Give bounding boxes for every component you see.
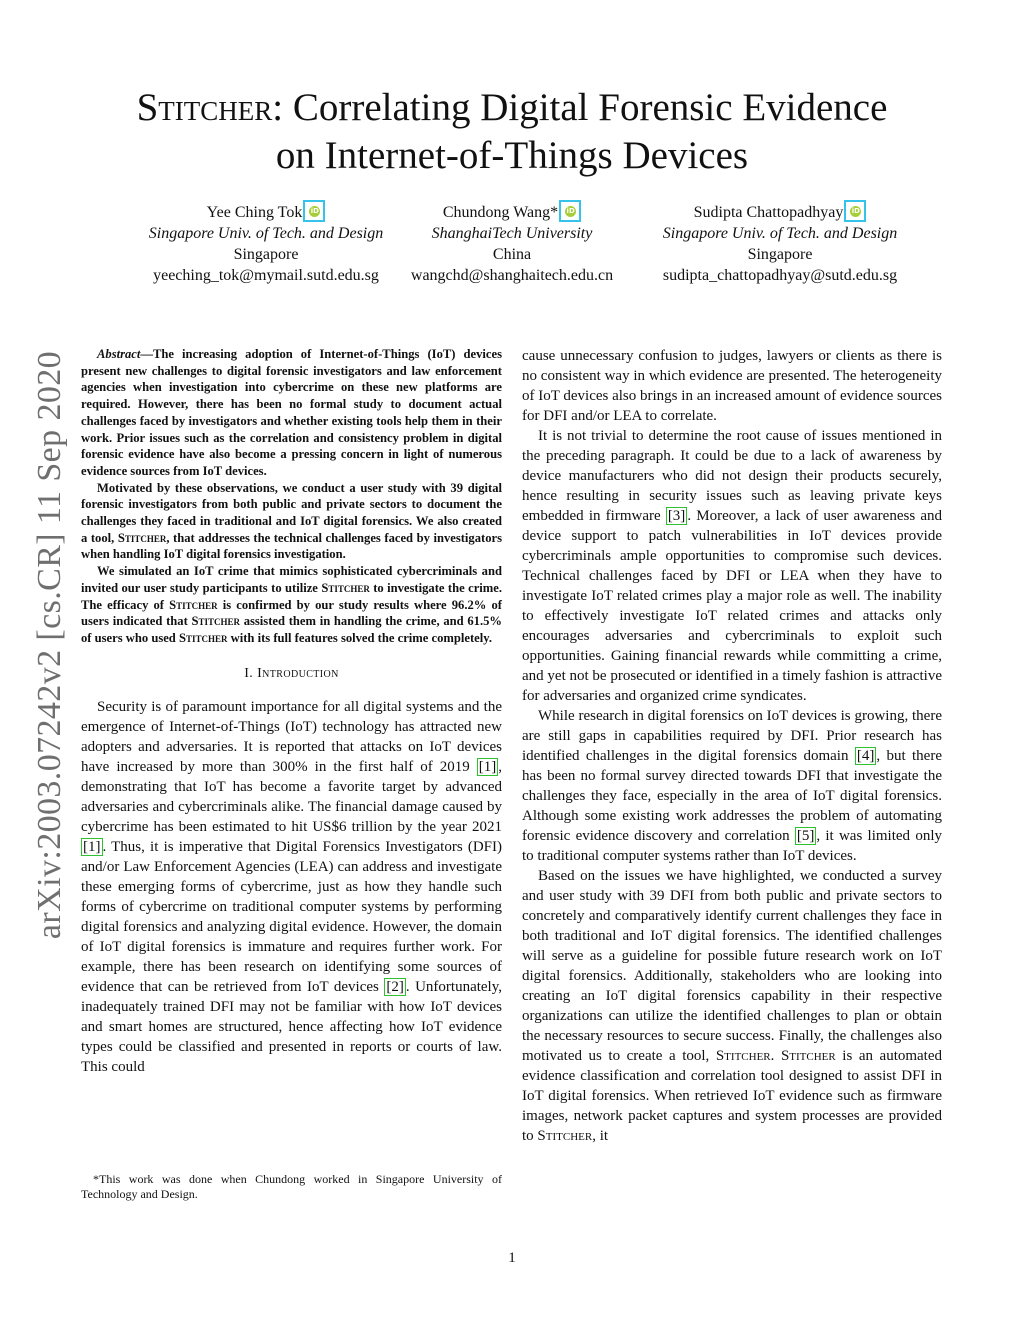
page-number: 1 — [508, 1250, 516, 1266]
author-name: Sudipta Chattopadhyay — [693, 204, 844, 221]
citation-link[interactable]: [1] — [478, 758, 497, 775]
orcid-icon[interactable]: iD — [559, 200, 581, 222]
citation-link[interactable]: [2] — [386, 978, 404, 995]
author-location: Singapore — [747, 246, 813, 263]
author-email: wangchd@shanghaitech.edu.cn — [410, 267, 614, 284]
footnote: *This work was done when Chundong worked in Singapore University of Technology and Design. — [81, 1172, 502, 1201]
abstract-paragraph: Motivated by these observations, we conduct a user study with 39 digital forensic investigators from both public and private sectors to document the challenges they faced in traditional and IoT digital forensics. We also created a tool, Stitcher, that addresses the technical challenges faced by investigators when handling IoT digital forensics investigation. — [81, 480, 503, 562]
citation-link[interactable]: [4] — [856, 748, 875, 764]
right-column — [522, 346, 942, 1146]
author-location: Singapore — [233, 246, 299, 263]
body-paragraph: Based on the issues we have highlighted, we conducted a survey and user study with 39 DFI from both public and private sectors to concretely and comparatively identify current challenges they face in both traditional and IoT digital forensics. The identified challenges will serve as a guideline for possible future research work on IoT digital forensics. Additionally, stakeholders who are looking into creating an IoT digital forensics capability in their respective organizations can utilize the identified challenges to plan or obtain the necessary resources to secure success. Finally, the challenges also motivated us to create a tool, Stitcher. Stitcher is an automated evidence classification and correlation tool designed to assist DFI in IoT digital forensics. When retrieved IoT evidence such as firmware images, network packet captures and system processes are provided to Stitcher, it — [522, 868, 943, 1144]
author-name: Yee Ching Tok — [206, 204, 303, 221]
body-paragraph: It is not trivial to determine the root cause of issues mentioned in the preceding paragraph. It could be due to a lack of awareness by device manufacturers who did not design their products securely, hence resulting in security issues such as leaving private keys embedded in firmware [3] . Moreover, a lack of user awareness and device support to patch vulnerabilities in IoT devices provide cybercriminals ample opportunities to compromise such devices. Technical challenges faced by DFI or LEA when they have to investigate IoT related crimes play a major role as well. The inability to effectively investigate IoT related crimes and attacks only encourages adversaries and cybercriminals to exploit such opportunities. Gaining financial rewards while committing a crime, and yet not be prosecuted or identified in a timely fashion is attractive for adversaries and organized crime syndicates. — [522, 428, 942, 704]
author-block-1 — [96, 200, 436, 286]
arxiv-identifier: arXiv:2003.07242v2 [cs.CR] 11 Sep 2020 — [31, 350, 68, 940]
author-email: sudipta_chattopadhyay@sutd.edu.sg — [662, 267, 898, 284]
abstract — [81, 346, 502, 647]
section-heading: I. Introduction — [244, 665, 339, 681]
author-email: yeeching_tok@mymail.sutd.edu.sg — [153, 267, 379, 284]
citation-link[interactable]: [5] — [796, 828, 815, 844]
author-block-2 — [388, 200, 636, 286]
author-affiliation: Singapore Univ. of Tech. and Design — [662, 225, 898, 242]
citation-link[interactable]: [1] — [83, 838, 101, 855]
abstract-paragraph: We simulated an IoT crime that mimics sophisticated cybercriminals and invited our user study participants to utilize Stitcher to investigate the crime. The efficacy of Stitcher is confirmed by our study results where 96.2% of users indicated that Stitcher assisted them in handling the crime, and 61.5% of users who used Stitcher with its full features solved the crime completely. — [81, 564, 503, 645]
author-block-3 — [640, 200, 920, 286]
left-column — [81, 346, 502, 1077]
citation-link[interactable]: [3] — [667, 508, 686, 524]
author-affiliation: ShanghaiTech University — [431, 225, 593, 242]
author-name: Chundong Wang* — [442, 204, 559, 221]
body-paragraph: Security is of paramount importance for all digital systems and the emergence of Internet-of-Things (IoT) technology has attracted new adopters and adversaries. It is reported that attacks on IoT devices have increased by more than 300% in the first half of 2019 [1] , demonstrating that IoT has become a favorite target by advanced adversaries and cybercriminals alike. The financial damage caused by cybercrime has been estimated to hit US$6 trillion by the year 2021 [1] . Thus, it is imperative that Digital Forensics Investigators (DFI) and/or Law Enforcement Agencies (LEA) can address and investigate these emerging forms of cybercrime, just as how they handle such forms of cybercrime on traditional computer systems by performing digital forensics and analyzing digital evidence. However, the domain of IoT digital forensics is immature and requires further work. For example, there has been research on identifying some sources of evidence that can be retrieved from IoT devices [2] . Unfortunately, inadequately trained DFI may not be familiar with how IoT devices and smart homes are structured, hence affecting how IoT evidence types could be classified and presented in reports or courts of law. This could — [81, 698, 502, 1075]
author-affiliation: Singapore Univ. of Tech. and Design — [148, 225, 384, 242]
author-location: China — [492, 246, 532, 263]
body-paragraph: cause unnecessary confusion to judges, lawyers or clients as there is no consistent way in which evidence are presented. The heterogeneity of IoT devices also brings in an increased amount of evidence sources for DFI and/or LEA to correlate. — [522, 348, 942, 424]
paper-title: Stitcher: Correlating Digital Forensic Evidence on Internet-of-Things Devices — [136, 86, 888, 177]
orcid-icon[interactable]: iD — [844, 200, 866, 222]
abstract-paragraph: Abstract—The increasing adoption of Internet-of-Things (IoT) devices present new challenges to digital forensic investigators and law enforcement agencies when investigation into cybercrime on these new platforms are required. However, there has been no formal study to document actual challenges faced by investigators and whether existing tools help them in their work. Prior issues such as the correlation and consistency problem in digital forensic evidence have also become a pressing concern in light of numerous evidence sources from IoT devices. — [81, 347, 502, 478]
orcid-icon[interactable]: iD — [303, 200, 325, 222]
intro-text-left — [81, 697, 502, 1077]
body-paragraph: While research in digital forensics on IoT devices is growing, there are still gaps in capabilities required by DFI. Prior research has identified challenges in the digital forensics domain [4] , but there has been no formal survey directed towards DFI that investigate the challenges they face, especially in the area of IoT digital forensics. Although some existing work addresses the problem of automating forensic evidence discovery and correlation [5] , it was limited only to traditional computer systems rather than IoT devices. — [522, 708, 942, 864]
title-tool-name: Stitcher — [136, 86, 273, 129]
